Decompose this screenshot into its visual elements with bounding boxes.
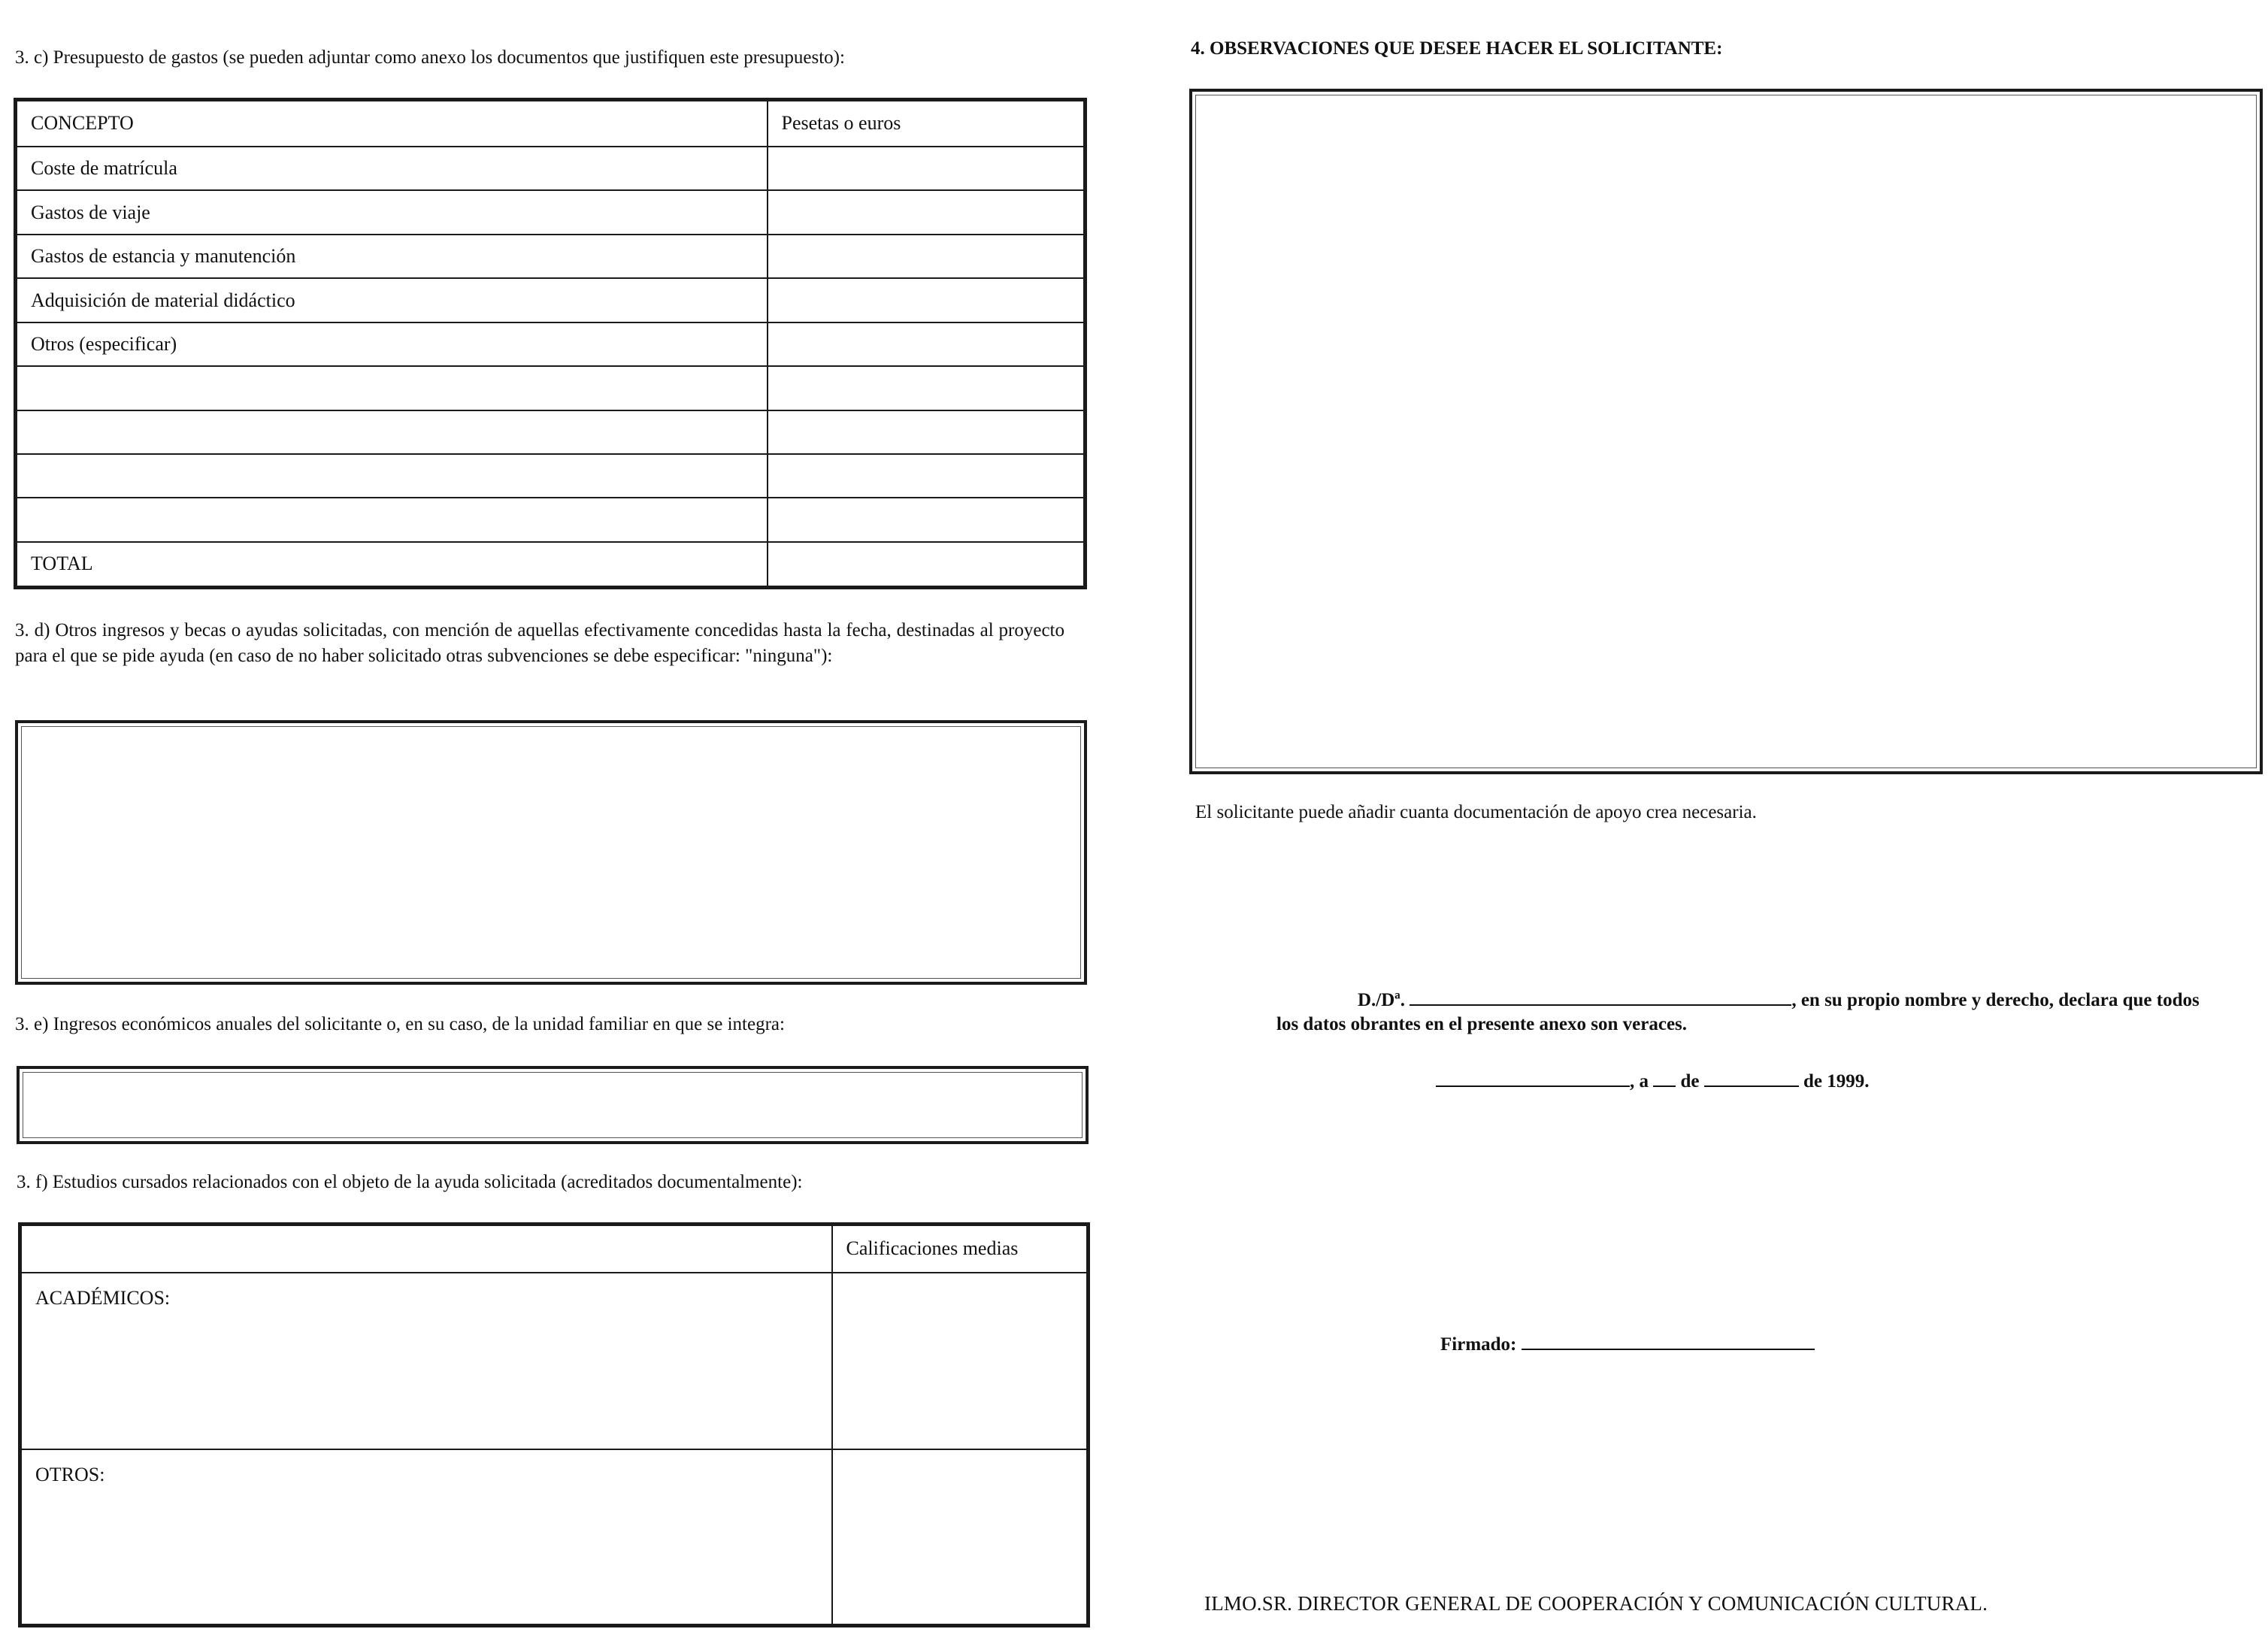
budget-total-row (16, 542, 1086, 588)
budget-row (16, 322, 1086, 366)
budget-amount-cell[interactable] (768, 366, 1086, 410)
addressee-line: ILMO.SR. DIRECTOR GENERAL DE COOPERACIÓN Y COMUNICACIÓN CULTURAL. (1204, 1592, 1988, 1615)
column-header-amount: Pesetas o euros (768, 100, 1086, 147)
declaration-prefix: D./Dª. (1358, 990, 1406, 1010)
studies-row-academic (20, 1273, 1089, 1449)
academic-label[interactable]: ACADÉMICOS: (20, 1273, 832, 1449)
observations-box[interactable] (1189, 89, 2263, 774)
date-year-label: de 1999. (1803, 1071, 1870, 1092)
declaration-line-1 (1358, 985, 2200, 1013)
budget-row-label[interactable] (16, 454, 768, 498)
budget-row (16, 366, 1086, 410)
signed-label: Firmado: (1440, 1334, 1517, 1355)
budget-row-label: Adquisición de material didáctico (16, 278, 768, 322)
section-3f-heading: 3. f) Estudios cursados relacionados con el objeto de la ayuda solicitada (acreditados documentalmente): (17, 1172, 803, 1192)
academic-grade-cell[interactable] (832, 1273, 1089, 1449)
budget-row (16, 498, 1086, 541)
signature-line (1440, 1329, 1815, 1358)
day-field[interactable] (1653, 1066, 1676, 1087)
others-label[interactable]: OTROS: (20, 1449, 832, 1626)
place-field[interactable] (1436, 1066, 1630, 1087)
budget-row-label[interactable] (16, 366, 768, 410)
budget-row-label: Gastos de estancia y manutención (16, 235, 768, 278)
budget-amount-cell[interactable] (768, 454, 1086, 498)
budget-row (16, 235, 1086, 278)
budget-amount-cell[interactable] (768, 190, 1086, 234)
budget-amount-cell[interactable] (768, 278, 1086, 322)
support-documentation-note: El solicitante puede añadir cuanta documentación de apoyo crea necesaria. (1195, 802, 1757, 822)
budget-row (16, 410, 1086, 454)
date-a-label: , a (1630, 1071, 1649, 1092)
date-de-label: de (1680, 1071, 1700, 1092)
signature-field[interactable] (1522, 1329, 1815, 1350)
column-header-concept: CONCEPTO (16, 100, 768, 147)
studies-table (18, 1222, 1090, 1627)
budget-amount-cell[interactable] (768, 147, 1086, 190)
budget-amount-cell[interactable] (768, 322, 1086, 366)
section-3c-heading: 3. c) Presupuesto de gastos (se pueden adjuntar como anexo los documentos que justifiquen este presupuesto): (15, 47, 845, 68)
budget-row (16, 454, 1086, 498)
budget-amount-cell[interactable] (768, 235, 1086, 278)
declaration-line-2: los datos obrantes en el presente anexo son veraces. (1276, 1014, 1688, 1034)
studies-row-others (20, 1449, 1089, 1626)
month-field[interactable] (1704, 1066, 1799, 1087)
applicant-name-field[interactable] (1410, 985, 1791, 1006)
budget-row (16, 147, 1086, 190)
section-3d-heading: 3. d) Otros ingresos y becas o ayudas solicitadas, con mención de aquellas efectivamente concedidas hasta la fecha, destinadas al proyecto para el que se pide ayuda (en caso de no haber solicitado otras subvenciones se debe especificar: "ninguna"): (15, 620, 1064, 666)
studies-header-blank (20, 1225, 832, 1273)
section-4-heading: 4. OBSERVACIONES QUE DESEE HACER EL SOLICITANTE: (1191, 38, 1723, 59)
budget-row-label: Gastos de viaje (16, 190, 768, 234)
budget-row-label: Coste de matrícula (16, 147, 768, 190)
column-header-grades: Calificaciones medias (832, 1225, 1089, 1273)
budget-row-label: Otros (especificar) (16, 322, 768, 366)
date-line (1436, 1066, 1870, 1095)
other-income-box[interactable] (15, 720, 1087, 985)
annual-income-box[interactable] (17, 1066, 1089, 1144)
budget-row (16, 278, 1086, 322)
others-grade-cell[interactable] (832, 1449, 1089, 1626)
budget-table (14, 98, 1087, 589)
budget-amount-cell[interactable] (768, 498, 1086, 541)
section-3e-heading: 3. e) Ingresos económicos anuales del solicitante o, en su caso, de la unidad familiar en que se integra: (15, 1014, 785, 1034)
budget-header-row (16, 100, 1086, 147)
budget-row (16, 190, 1086, 234)
declaration-suffix: , en su propio nombre y derecho, declara que todos (1791, 990, 2200, 1010)
budget-row-label[interactable] (16, 498, 768, 541)
budget-amount-cell[interactable] (768, 410, 1086, 454)
studies-header-row (20, 1225, 1089, 1273)
budget-total-label: TOTAL (16, 542, 768, 588)
budget-row-label[interactable] (16, 410, 768, 454)
budget-total-cell[interactable] (768, 542, 1086, 588)
